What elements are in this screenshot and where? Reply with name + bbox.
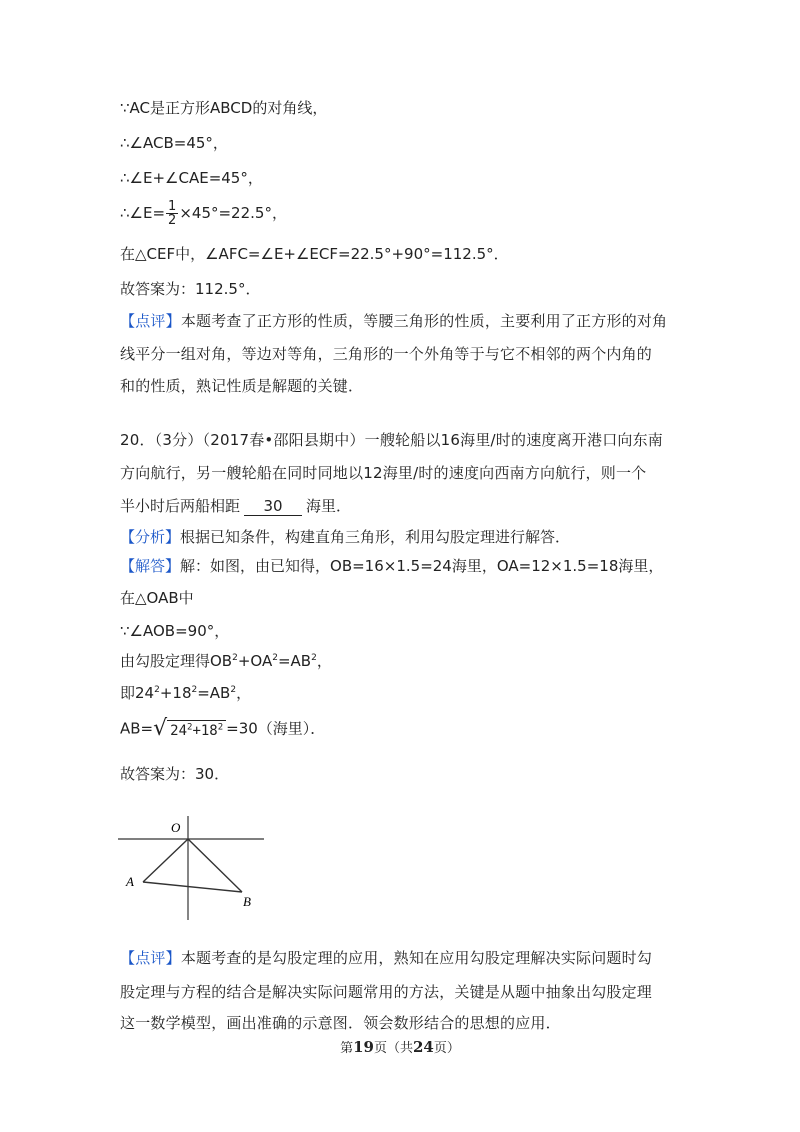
eq-18: +18 [159, 684, 192, 702]
proof-line-fraction [120, 200, 287, 227]
eq-ob: 由勾股定理得OB [120, 652, 233, 670]
label-b: B [243, 894, 251, 909]
eq-24: 即24 [120, 684, 155, 702]
eq-ab: =AB [197, 684, 231, 702]
exponent: 2 [311, 653, 317, 663]
solution-line-1 [120, 556, 663, 576]
footer-page-number: 19 [353, 1038, 374, 1056]
eq-end: ， [316, 652, 332, 670]
solution-text: 解：如图，由已知得，OB=16×1.5=24海里，OA=12×1.5=18海里， [180, 557, 664, 575]
comment20-line-2: 股定理与方程的结合是解决实际问题常用的方法，关键是从题中抽象出勾股定理 [120, 983, 653, 1001]
comment20-line-3: 这一数学模型，画出准确的示意图．领会数形结合的思想的应用． [120, 1014, 561, 1032]
radical-sign: √ [153, 716, 168, 741]
fraction-numerator: 1 [168, 199, 177, 214]
ab-equals: AB= [120, 719, 154, 738]
footer-total-pages: 24 [413, 1038, 434, 1056]
analysis-text: 根据已知条件，构建直角三角形，利用勾股定理进行解答． [180, 528, 571, 546]
comment19-line-3: 和的性质，熟记性质是解题的关键． [120, 377, 364, 395]
comment19-line-1 [120, 311, 667, 331]
label-a: A [126, 874, 134, 889]
square-root [153, 718, 226, 740]
radicand-18: +18 [192, 723, 218, 739]
page-footer [0, 1037, 800, 1056]
eq-oa: +OA [237, 652, 273, 670]
fraction [166, 200, 178, 227]
fraction-prefix: ∴∠E= [120, 204, 166, 222]
eq-end: ， [236, 684, 252, 702]
q20-text-after: 海里． [306, 497, 352, 515]
footer-mid: 页（共 [373, 1041, 413, 1056]
solution-line-2: 在△OAB中 [120, 589, 194, 607]
comment19-text-1: 本题考查了正方形的性质，等腰三角形的性质，主要利用了正方形的对角 [180, 312, 668, 330]
analysis-line [120, 527, 570, 547]
q20-line-3 [120, 496, 351, 516]
q20-line-2: 方向航行，另一艘轮船在同时同地以12海里/时的速度向西南方向航行，则一个 [120, 464, 647, 482]
answer-blank: 30 [244, 497, 302, 516]
exponent: 2 [191, 685, 198, 695]
exponent: 2 [154, 685, 160, 695]
solution-line-5 [120, 683, 251, 703]
proof-line-1: ∵AC是正方形ABCD的对角线， [120, 99, 328, 117]
eq-ab: =AB [277, 652, 312, 670]
proof-line-2: ∴∠ACB=45°， [120, 134, 228, 152]
exponent: 2 [217, 722, 224, 733]
solution-tag: 【解答】 [120, 557, 181, 575]
answer-line-20: 故答案为：30． [120, 765, 230, 783]
solution-line-3: ∵∠AOB=90°， [120, 622, 230, 640]
proof-line-4: 在△CEF中，∠AFC=∠E+∠ECF=22.5°+90°=112.5°． [120, 245, 509, 263]
footer-post: 页） [433, 1041, 460, 1056]
segment-ob [188, 839, 242, 892]
radicand [167, 720, 226, 740]
fraction-suffix: ×45°=22.5°， [179, 204, 287, 222]
proof-line-3: ∴∠E+∠CAE=45°， [120, 169, 263, 187]
solution-line-6 [120, 718, 325, 740]
fraction-denominator: 2 [168, 213, 177, 228]
exponent: 2 [230, 685, 237, 695]
analysis-tag: 【分析】 [120, 528, 181, 546]
comment-tag: 【点评】 [120, 312, 181, 330]
answer-line-19: 故答案为：112.5°． [120, 280, 261, 298]
radicand-24: 24 [170, 723, 188, 739]
footer-pre: 第 [340, 1041, 354, 1056]
comment-tag: 【点评】 [120, 949, 181, 967]
comment19-line-2: 线平分一组对角，等边对等角，三角形的一个外角等于与它不相邻的两个内角的 [120, 345, 653, 363]
comment20-text-1: 本题考查的是勾股定理的应用，熟知在应用勾股定理解决实际问题时勾 [180, 949, 653, 967]
comment20-line-1 [120, 948, 652, 968]
label-o: O [171, 820, 181, 835]
exponent: 2 [232, 653, 238, 663]
triangle-diagram [118, 812, 268, 924]
exponent: 2 [272, 653, 278, 663]
q20-line-1: 20．（3分）（2017春•邵阳县期中）一艘轮船以16海里/时的速度离开港口向东南 [120, 431, 663, 449]
q20-text-before: 半小时后两船相距 [120, 497, 241, 515]
segment-oa [143, 839, 188, 882]
solution-line-4 [120, 651, 332, 671]
segment-ab [143, 882, 242, 892]
ab-result: =30（海里）． [226, 719, 326, 738]
exponent: 2 [187, 722, 193, 733]
